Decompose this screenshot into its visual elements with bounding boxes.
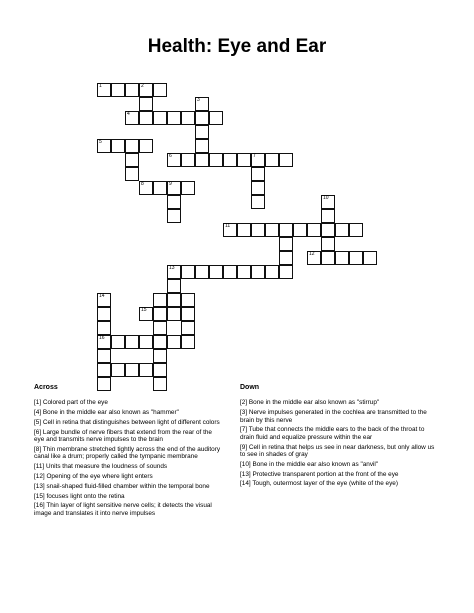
grid-cell[interactable] — [251, 223, 265, 237]
cell-number: 5 — [99, 139, 102, 145]
grid-cell[interactable] — [153, 293, 167, 307]
grid-cell[interactable] — [223, 265, 237, 279]
down-clue — [240, 471, 440, 478]
clue-text: Units that measure the loudness of sounds — [44, 463, 168, 471]
cell-number: 16 — [99, 335, 105, 341]
cell-number: 7 — [253, 153, 256, 159]
grid-cell[interactable] — [181, 321, 195, 335]
clue-number: [13] — [34, 482, 45, 490]
grid-cell[interactable] — [167, 111, 181, 125]
grid-cell[interactable] — [279, 153, 293, 167]
clue-text: Tube that connects the middle ears to the back of the throat to drain fluid and equalize pressure within the ear — [240, 426, 425, 441]
across-clue — [34, 419, 224, 426]
grid-cell[interactable] — [265, 153, 279, 167]
grid-cell[interactable] — [153, 363, 167, 377]
grid-cell[interactable] — [139, 335, 153, 349]
grid-cell[interactable] — [111, 83, 125, 97]
cell-number: 14 — [99, 293, 105, 299]
clue-number: [5] — [34, 419, 42, 426]
down-clue-list — [240, 399, 440, 487]
clue-number: [1] — [34, 399, 42, 407]
grid-cell[interactable] — [111, 335, 125, 349]
grid-cell[interactable] — [181, 335, 195, 349]
clue-number: [2] — [240, 399, 248, 407]
grid-cell[interactable] — [125, 363, 139, 377]
grid-cell[interactable] — [181, 153, 195, 167]
across-clues — [34, 384, 224, 520]
across-clue-list — [34, 399, 224, 517]
grid-cell[interactable] — [195, 125, 209, 139]
grid-cell[interactable] — [97, 349, 111, 363]
grid-cell[interactable] — [125, 335, 139, 349]
cell-number: 10 — [323, 195, 329, 201]
cell-number: 12 — [309, 251, 315, 257]
clue-number: [13] — [240, 470, 251, 478]
clue-number: [6] — [34, 428, 42, 436]
grid-cell[interactable] — [195, 265, 209, 279]
grid-cell[interactable] — [335, 223, 349, 237]
grid-cell[interactable] — [279, 237, 293, 251]
grid-cell[interactable] — [181, 111, 195, 125]
down-clue — [240, 480, 440, 487]
grid-cell[interactable] — [97, 307, 111, 321]
down-heading: Down — [240, 384, 260, 391]
clue-text: Large bundle of nerve fibers that extend from the rear of the eye and transmits nerve impulses to the brain — [34, 428, 212, 444]
grid-cell[interactable] — [349, 251, 363, 265]
clue-number: [3] — [240, 409, 248, 417]
grid-cell[interactable] — [279, 251, 293, 265]
clue-text: snail-shaped fluid-filled chamber within the temporal bone — [44, 482, 210, 490]
grid-cell[interactable] — [125, 167, 139, 181]
grid-cell[interactable] — [321, 251, 335, 265]
clue-text: Colored part of the eye — [41, 399, 108, 407]
grid-cell[interactable] — [321, 237, 335, 251]
clue-number: [4] — [34, 409, 42, 417]
grid-cell[interactable] — [139, 111, 153, 125]
clue-number: [12] — [34, 473, 45, 480]
grid-cell[interactable] — [307, 223, 321, 237]
across-clue — [34, 446, 224, 461]
grid-cell[interactable] — [251, 153, 265, 167]
grid-cell[interactable] — [307, 251, 321, 265]
grid-cell[interactable] — [139, 97, 153, 111]
grid-cell[interactable] — [265, 265, 279, 279]
cell-number: 3 — [197, 97, 200, 103]
grid-cell[interactable] — [265, 223, 279, 237]
clue-number: [10] — [240, 460, 251, 468]
grid-cell[interactable] — [251, 167, 265, 181]
clue-number: [11] — [34, 463, 45, 471]
grid-cell[interactable] — [125, 139, 139, 153]
grid-cell[interactable] — [139, 181, 153, 195]
grid-cell[interactable] — [279, 223, 293, 237]
clue-text: focuses light onto the retina — [44, 492, 125, 500]
grid-cell[interactable] — [251, 265, 265, 279]
grid-cell[interactable] — [195, 111, 209, 125]
clue-number: [8] — [34, 446, 42, 453]
grid-cell[interactable] — [111, 139, 125, 153]
cell-number: 8 — [141, 181, 144, 187]
grid-cell[interactable] — [167, 279, 181, 293]
clue-number: [15] — [34, 492, 45, 500]
across-clue — [34, 493, 224, 500]
grid-cell[interactable] — [279, 265, 293, 279]
clue-number: [16] — [34, 502, 45, 510]
grid-cell[interactable] — [181, 293, 195, 307]
clue-text: Opening of the eye where light enters — [44, 473, 153, 480]
clue-text: Cell in retina that helps us see in near darkness, but only allow us to see in shades of gray — [240, 443, 435, 459]
down-clues — [240, 384, 440, 490]
grid-cell[interactable] — [363, 251, 377, 265]
cell-number: 15 — [141, 307, 147, 313]
cell-number: 6 — [169, 153, 172, 159]
grid-cell[interactable] — [111, 363, 125, 377]
grid-cell[interactable] — [167, 153, 181, 167]
grid-cell[interactable] — [293, 223, 307, 237]
across-clue — [34, 473, 224, 480]
grid-cell[interactable] — [125, 111, 139, 125]
clue-text: Nerve impulses generated in the cochlea are transmitted to the brain by this nerve — [240, 409, 427, 424]
grid-cell[interactable] — [153, 181, 167, 195]
grid-cell[interactable] — [153, 321, 167, 335]
across-clue — [34, 463, 224, 470]
grid-cell[interactable] — [209, 153, 223, 167]
clue-text: Tough, outermost layer of the eye (white of the eye) — [250, 480, 398, 488]
grid-cell[interactable] — [223, 153, 237, 167]
grid-cell[interactable] — [167, 293, 181, 307]
cell-number: 4 — [127, 111, 130, 117]
grid-cell[interactable] — [167, 195, 181, 209]
grid-cell[interactable] — [97, 83, 111, 97]
grid-cell[interactable] — [195, 139, 209, 153]
clue-text: Protective transparent portion at the front of the eye — [250, 470, 399, 478]
grid-cell[interactable] — [153, 335, 167, 349]
grid-cell[interactable] — [251, 195, 265, 209]
grid-cell[interactable] — [125, 83, 139, 97]
grid-cell[interactable] — [181, 307, 195, 321]
grid-cell[interactable] — [139, 363, 153, 377]
grid-cell[interactable] — [125, 153, 139, 167]
cell-number: 1 — [99, 83, 102, 89]
grid-cell[interactable] — [209, 265, 223, 279]
down-clue — [240, 426, 440, 441]
grid-cell[interactable] — [321, 209, 335, 223]
grid-cell[interactable] — [153, 307, 167, 321]
grid-cell[interactable] — [167, 209, 181, 223]
grid-cell[interactable] — [209, 111, 223, 125]
grid-cell[interactable] — [153, 111, 167, 125]
grid-cell[interactable] — [349, 223, 363, 237]
across-clue — [34, 409, 224, 416]
cell-number: 2 — [141, 83, 144, 89]
grid-cell[interactable] — [237, 153, 251, 167]
grid-cell[interactable] — [167, 307, 181, 321]
grid-cell[interactable] — [195, 97, 209, 111]
grid-cell[interactable] — [237, 223, 251, 237]
cell-number: 9 — [169, 181, 172, 187]
clue-text: Bone in the middle ear also known as "stirrup" — [247, 399, 380, 407]
down-clue — [240, 409, 440, 424]
across-clue — [34, 502, 224, 517]
across-clue — [34, 483, 224, 490]
grid-cell[interactable] — [153, 349, 167, 363]
across-clue — [34, 399, 224, 406]
clue-text: Thin membrane stretched tightly across the end of the auditory canal like a drum; properly called the tympanic membrane — [34, 446, 221, 461]
grid-cell[interactable] — [139, 307, 153, 321]
grid-cell[interactable] — [167, 265, 181, 279]
grid-cell[interactable] — [237, 265, 251, 279]
grid-cell[interactable] — [97, 321, 111, 335]
clue-number: [9] — [240, 443, 248, 451]
down-clue — [240, 444, 440, 459]
clue-text: Bone in the middle ear also known as "hammer" — [41, 409, 179, 417]
grid-cell[interactable] — [321, 223, 335, 237]
grid-cell[interactable] — [251, 181, 265, 195]
grid-cell[interactable] — [97, 363, 111, 377]
grid-cell[interactable] — [335, 251, 349, 265]
down-clue — [240, 399, 440, 406]
grid-cell[interactable] — [181, 181, 195, 195]
page-title: Health: Eye and Ear — [147, 36, 327, 57]
grid-cell[interactable] — [195, 153, 209, 167]
clue-text: Bone in the middle ear also known as "anvil" — [250, 460, 379, 468]
cell-number: 13 — [169, 265, 175, 271]
clue-number: [14] — [240, 480, 251, 488]
grid-cell[interactable] — [167, 181, 181, 195]
grid-cell[interactable] — [181, 265, 195, 279]
grid-cell[interactable] — [167, 335, 181, 349]
grid-cell[interactable] — [223, 223, 237, 237]
across-heading: Across — [34, 384, 58, 391]
grid-cell[interactable] — [139, 139, 153, 153]
clue-number: [7] — [240, 426, 248, 434]
cell-number: 11 — [225, 223, 231, 229]
down-clue — [240, 461, 440, 468]
grid-cell[interactable] — [321, 195, 335, 209]
grid-cell[interactable] — [97, 139, 111, 153]
grid-cell[interactable] — [97, 335, 111, 349]
clue-text: Thin layer of light sensitive nerve cells; it detects the visual image and translates it into nerve impulses — [34, 502, 212, 517]
grid-cell[interactable] — [153, 83, 167, 97]
across-clue — [34, 429, 224, 444]
grid-cell[interactable] — [97, 293, 111, 307]
grid-cell[interactable] — [139, 83, 153, 97]
clue-text: Cell in retina that distinguishes between light of different colors — [41, 419, 220, 426]
